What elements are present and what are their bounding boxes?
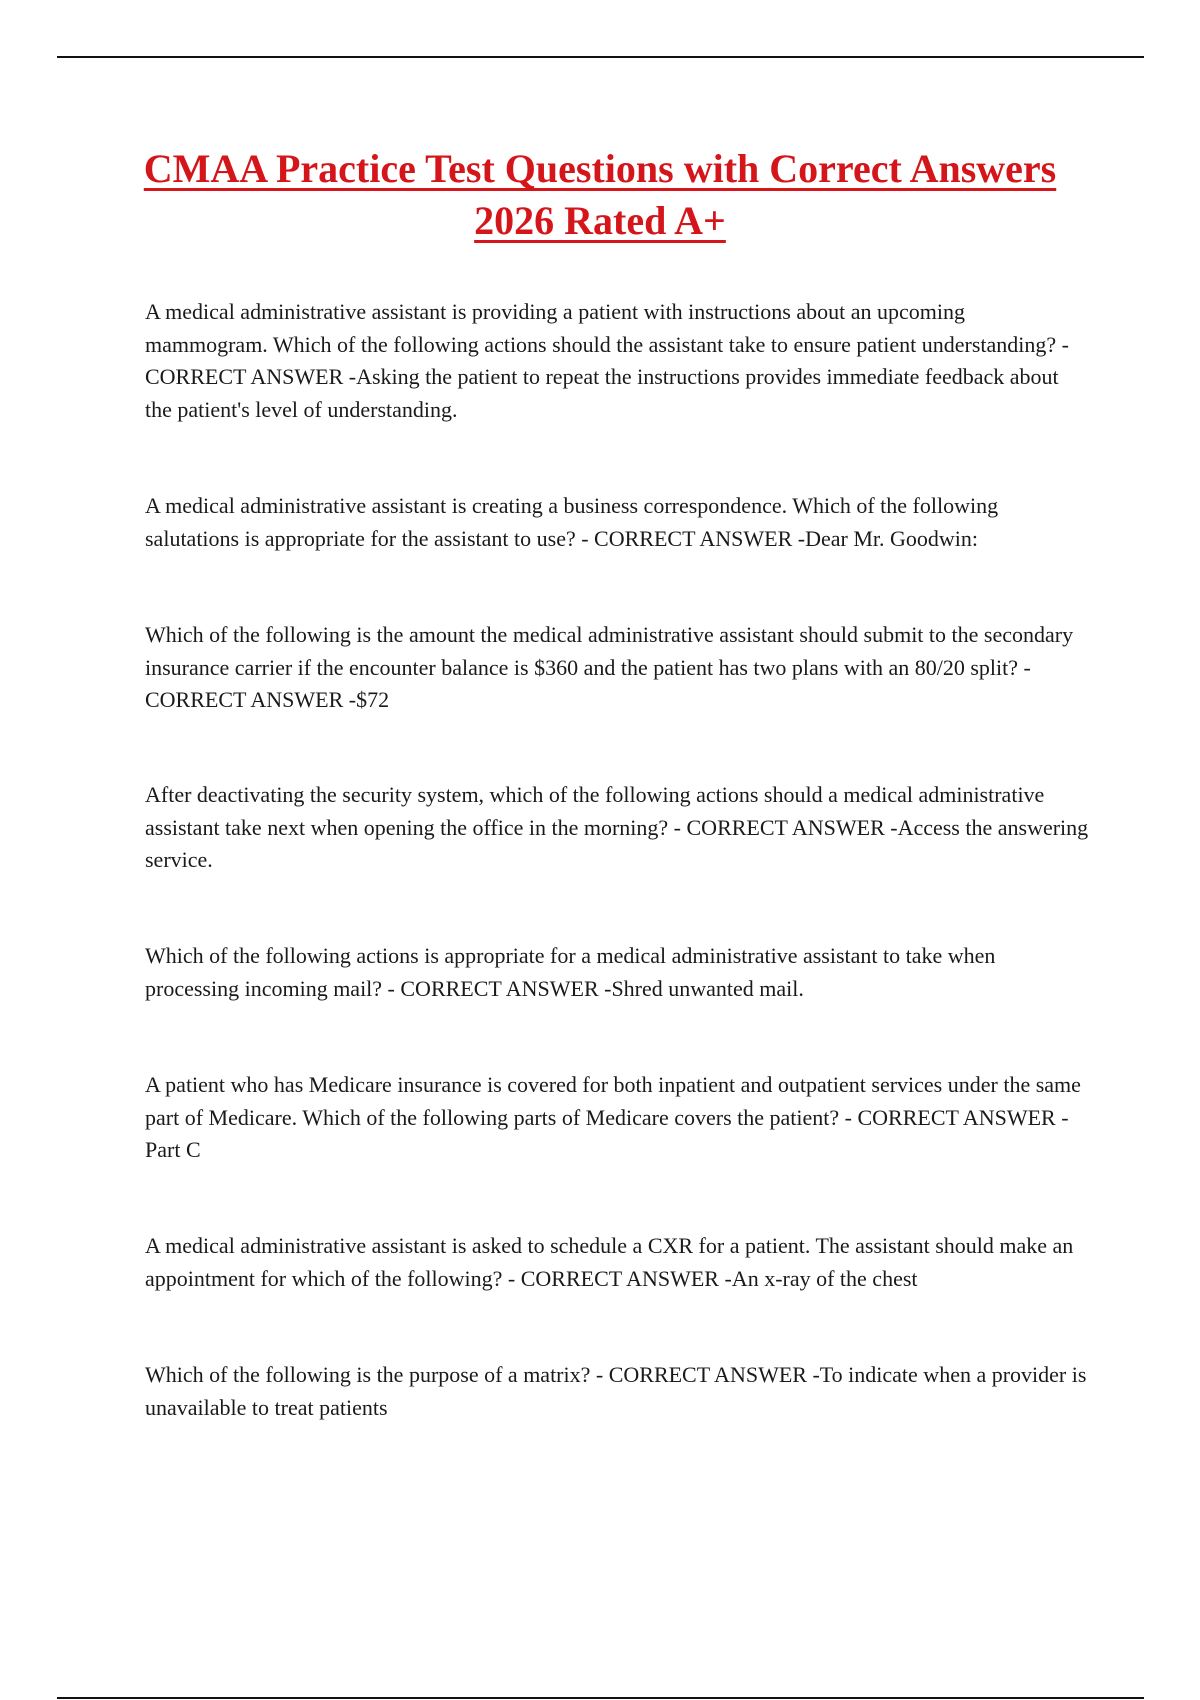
question-answer-8: Which of the following is the purpose of a matrix? - CORRECT ANSWER -To indicate when a provider is unavailable to treat patients [145,1362,1087,1420]
top-divider [57,56,1144,58]
question-answer-2: A medical administrative assistant is creating a business correspondence. Which of the following salutations is appropriate for the assistant to use? - CORRECT ANSWER -Dear Mr. Goodwin: [145,493,999,551]
question-answer-5: Which of the following actions is appropriate for a medical administrative assistant to take when processing incoming mail? - CORRECT ANSWER -Shred unwanted mail. [145,943,996,1001]
question-answer-7: A medical administrative assistant is asked to schedule a CXR for a patient. The assistant should make an appointment for which of the following? - CORRECT ANSWER -An x-ray of the chest [145,1233,1074,1291]
question-answer-6: A patient who has Medicare insurance is covered for both inpatient and outpatient services under the same part of Medicare. Which of the following parts of Medicare covers the patient? - CORRECT ANSWER -Part C [145,1072,1081,1162]
bottom-divider [57,1697,1144,1699]
question-answer-3: Which of the following is the amount the medical administrative assistant should submit to the secondary insurance carrier if the encounter balance is $360 and the patient has two plans with an 80/20 split? - CORRECT ANSWER -$72 [145,622,1074,712]
question-answer-4: After deactivating the security system, which of the following actions should a medical administrative assistant take next when opening the office in the morning? - CORRECT ANSWER -Access the answering service. [145,782,1089,872]
document-title: CMAA Practice Test Questions with Correct Answers 2026 Rated A+ [143,146,1057,243]
question-answer-1: A medical administrative assistant is providing a patient with instructions about an upcoming mammogram. Which of the following actions should the assistant take to ensure patient understanding? - CORRECT ANSWER -Asking the patient to repeat the instructions provides immediate feedback about the patient's level of understanding. [145,299,1069,422]
